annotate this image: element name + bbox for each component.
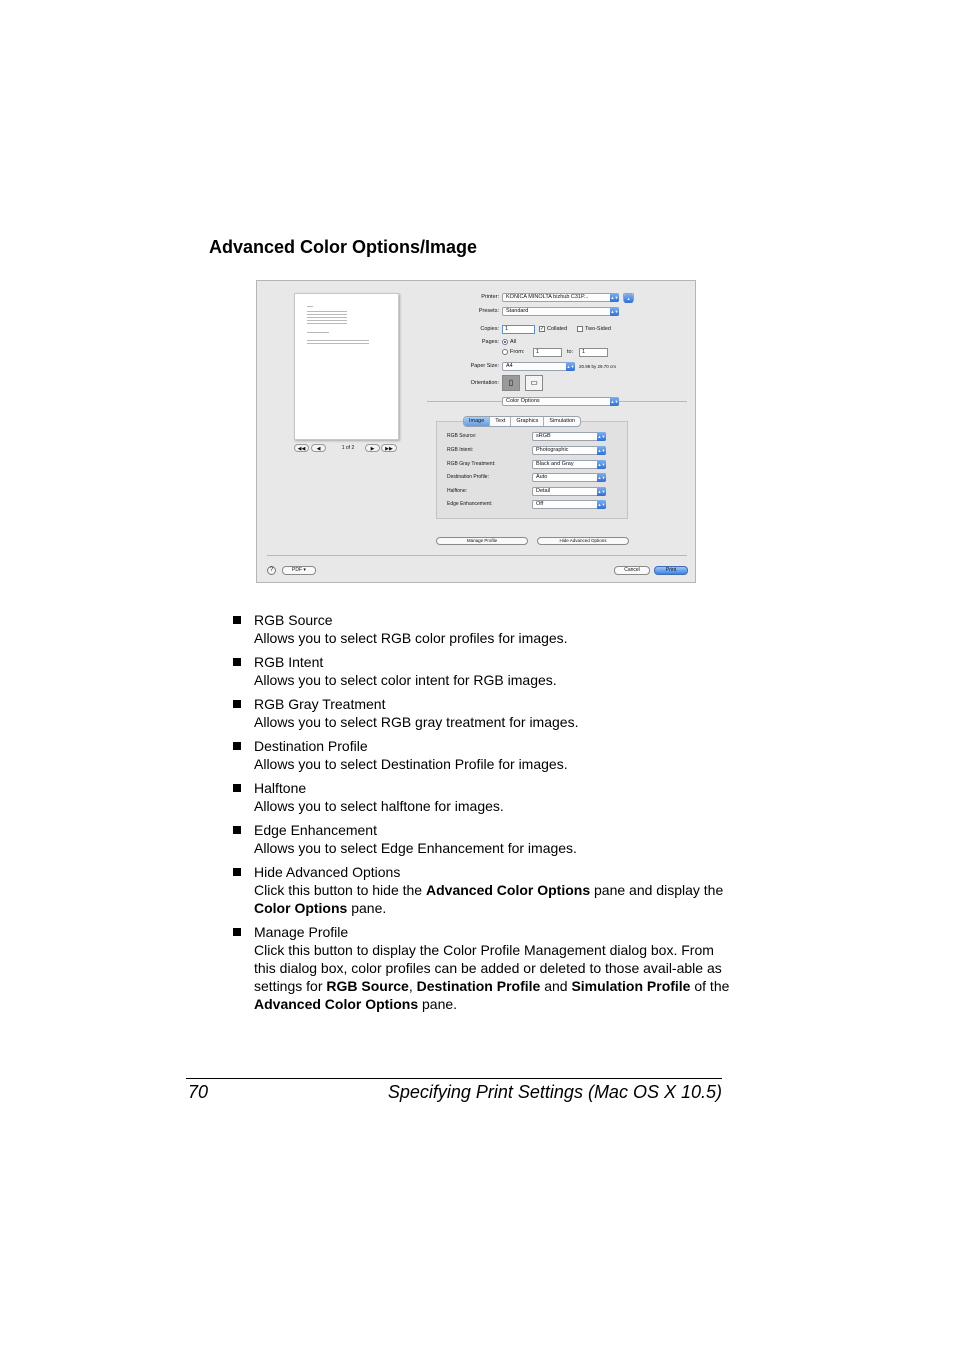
help-button[interactable]: ?	[267, 566, 276, 575]
desc-bold: Advanced Color Options	[426, 882, 591, 898]
item-title: Edge Enhancement	[254, 822, 377, 838]
pages-from-label: From:	[510, 349, 525, 355]
destination-profile-value: Auto	[536, 474, 548, 480]
landscape-icon: ▭	[530, 378, 538, 387]
rgb-gray-treatment-label: RGB Gray Treatment:	[447, 461, 496, 467]
presets-label: Presets:	[478, 308, 499, 314]
desc-text: Click this button to hide the	[254, 882, 426, 898]
popup-arrows-icon: ▲▼	[566, 364, 575, 369]
popup-arrows-icon: ▲▼	[610, 309, 619, 314]
tab-graphics[interactable]: Graphics	[511, 417, 544, 426]
desc-text: of the	[690, 978, 730, 994]
bullet-square-icon	[233, 826, 241, 834]
preview-first-button[interactable]: ◀◀	[294, 444, 309, 452]
running-footer-title: Specifying Print Settings (Mac OS X 10.5)	[387, 1082, 722, 1102]
two-sided-label: Two-Sided	[585, 326, 611, 332]
rgb-source-label: RGB Source:	[447, 433, 477, 439]
pages-from-field[interactable]: 1	[533, 348, 562, 357]
item-description: Allows you to select halftone for images.	[254, 798, 504, 814]
presets-value: Standard	[506, 308, 529, 314]
destination-profile-popup[interactable]	[532, 473, 606, 482]
pages-to-label: to:	[567, 349, 574, 355]
pages-all-label: All	[510, 339, 517, 345]
bullet-square-icon	[233, 868, 241, 876]
cancel-button[interactable]: Cancel	[614, 566, 650, 575]
pages-to-field[interactable]: 1	[579, 348, 608, 357]
list-item	[232, 695, 732, 731]
page-number: 70	[188, 1082, 209, 1102]
desc-bold: RGB Source	[326, 978, 409, 994]
item-title: Manage Profile	[254, 924, 349, 940]
bullet-square-icon	[233, 784, 241, 792]
collated-label: Collated	[547, 326, 568, 332]
printer-value: KONICA MINOLTA bizhub C31P...	[506, 294, 589, 300]
popup-arrows-icon: ▲▼	[597, 475, 606, 480]
page-preview	[294, 293, 399, 440]
bullet-square-icon	[233, 928, 241, 936]
manage-profile-button[interactable]: Manage Profile	[436, 537, 528, 545]
pages-label: Pages:	[481, 339, 499, 345]
list-item	[232, 779, 732, 815]
popup-arrows-icon: ▲▼	[597, 462, 606, 467]
separator	[267, 555, 687, 556]
edge-enhancement-popup[interactable]	[532, 500, 606, 509]
desc-text: ,	[408, 978, 417, 994]
popup-arrows-icon: ▲▼	[597, 434, 606, 439]
item-description: Allows you to select RGB color profiles for images.	[254, 630, 568, 646]
item-description	[254, 941, 732, 1013]
pages-range-radio[interactable]	[502, 349, 508, 355]
portrait-orientation-button[interactable]	[502, 375, 520, 391]
desc-text: pane and display the	[590, 882, 724, 898]
desc-bold: Advanced Color Options	[254, 996, 419, 1012]
paper-size-label: Paper Size:	[470, 363, 499, 369]
desc-bold: Destination Profile	[416, 978, 541, 994]
paper-size-popup[interactable]	[502, 362, 575, 371]
rgb-gray-treatment-value: Black and Gray	[536, 461, 574, 467]
portrait-icon: ▯	[508, 378, 514, 387]
popup-arrows-icon: ▲▼	[597, 502, 606, 507]
item-title: Hide Advanced Options	[254, 864, 401, 880]
halftone-popup[interactable]	[532, 487, 606, 496]
bullet-square-icon	[233, 616, 241, 624]
presets-popup[interactable]	[502, 307, 619, 316]
list-item	[232, 863, 732, 917]
panel-value: Color Options	[506, 398, 540, 404]
list-item	[232, 611, 732, 647]
tab-text[interactable]: Text	[490, 417, 511, 426]
item-title: Halftone	[254, 780, 307, 796]
paper-size-dimensions: 20.99 by 29.70 cm	[579, 364, 617, 369]
desc-bold: Color Options	[254, 900, 348, 916]
rgb-intent-value: Photographic	[536, 447, 569, 453]
color-options-tabs	[463, 416, 581, 427]
popup-arrows-icon: ▲▼	[610, 399, 619, 404]
list-item	[232, 737, 732, 773]
preview-next-button[interactable]: ▶	[365, 444, 380, 452]
collated-checkbox[interactable]: ✓	[540, 326, 545, 332]
bullet-square-icon	[233, 658, 241, 666]
preview-page-indicator: 1 of 2	[341, 445, 355, 451]
desc-bold: Simulation Profile	[571, 978, 691, 994]
item-description: Allows you to select Destination Profile for images.	[254, 756, 568, 772]
bullet-square-icon	[233, 700, 241, 708]
rgb-source-value: sRGB	[536, 433, 551, 439]
print-button[interactable]: Print	[654, 566, 688, 575]
section-heading: Advanced Color Options/Image	[209, 237, 478, 257]
list-item	[232, 653, 732, 689]
preview-last-button[interactable]: ▶▶	[381, 444, 397, 452]
pages-all-radio[interactable]	[502, 339, 508, 345]
option-descriptions	[232, 611, 732, 1019]
desc-text: pane.	[418, 996, 458, 1012]
rgb-source-popup[interactable]	[532, 432, 606, 441]
hide-advanced-options-button[interactable]: Hide Advanced Options	[537, 537, 629, 545]
rgb-intent-popup[interactable]	[532, 446, 606, 455]
halftone-value: Detail	[536, 488, 551, 494]
bullet-square-icon	[233, 742, 241, 750]
edge-enhancement-value: Off	[536, 501, 544, 507]
item-description: Allows you to select Edge Enhancement for images.	[254, 840, 577, 856]
printer-disclosure-button[interactable]	[623, 293, 634, 302]
printer-label: Printer:	[481, 294, 499, 300]
orientation-label: Orientation:	[470, 380, 499, 386]
desc-text: and	[540, 978, 572, 994]
panel-popup[interactable]	[502, 397, 619, 406]
rgb-gray-treatment-popup[interactable]	[532, 460, 606, 469]
item-description: Allows you to select color intent for RGB images.	[254, 672, 557, 688]
pdf-button[interactable]: PDF ▾	[282, 566, 316, 575]
item-title: RGB Gray Treatment	[254, 696, 386, 712]
copies-field[interactable]: 1	[502, 325, 535, 334]
popup-arrows-icon: ▲▼	[597, 489, 606, 494]
halftone-label: Halftone:	[447, 488, 468, 494]
destination-profile-label: Destination Profile:	[447, 474, 489, 480]
desc-text: pane.	[347, 900, 387, 916]
popup-arrows-icon: ▲▼	[610, 295, 619, 300]
list-item	[232, 923, 732, 1013]
printer-popup[interactable]	[502, 293, 619, 302]
popup-arrows-icon: ▲▼	[597, 448, 606, 453]
item-description: Allows you to select RGB gray treatment for images.	[254, 714, 579, 730]
print-dialog-screenshot	[256, 280, 696, 583]
list-item	[232, 821, 732, 857]
two-sided-checkbox[interactable]	[577, 326, 583, 332]
footer-rule	[186, 1078, 722, 1079]
desc-text: Click this button to display the Color Profile Management dialog box. From this dialog box, color profiles can be added or deleted to those avail-able as settings for	[254, 942, 722, 994]
copies-label: Copies:	[480, 326, 499, 332]
item-description	[254, 881, 732, 917]
item-title: RGB Intent	[254, 654, 324, 670]
tab-image[interactable]: Image	[464, 417, 490, 426]
item-title: RGB Source	[254, 612, 333, 628]
tab-simulation[interactable]: Simulation	[549, 418, 576, 424]
rgb-intent-label: RGB Intent:	[447, 447, 474, 453]
edge-enhancement-label: Edge Enhancement:	[447, 501, 493, 507]
paper-size-value: A4	[506, 363, 513, 369]
preview-prev-button[interactable]: ◀	[311, 444, 326, 452]
landscape-orientation-button[interactable]	[525, 375, 543, 391]
item-title: Destination Profile	[254, 738, 368, 754]
disclosure-triangle-icon: ▲	[624, 294, 633, 303]
